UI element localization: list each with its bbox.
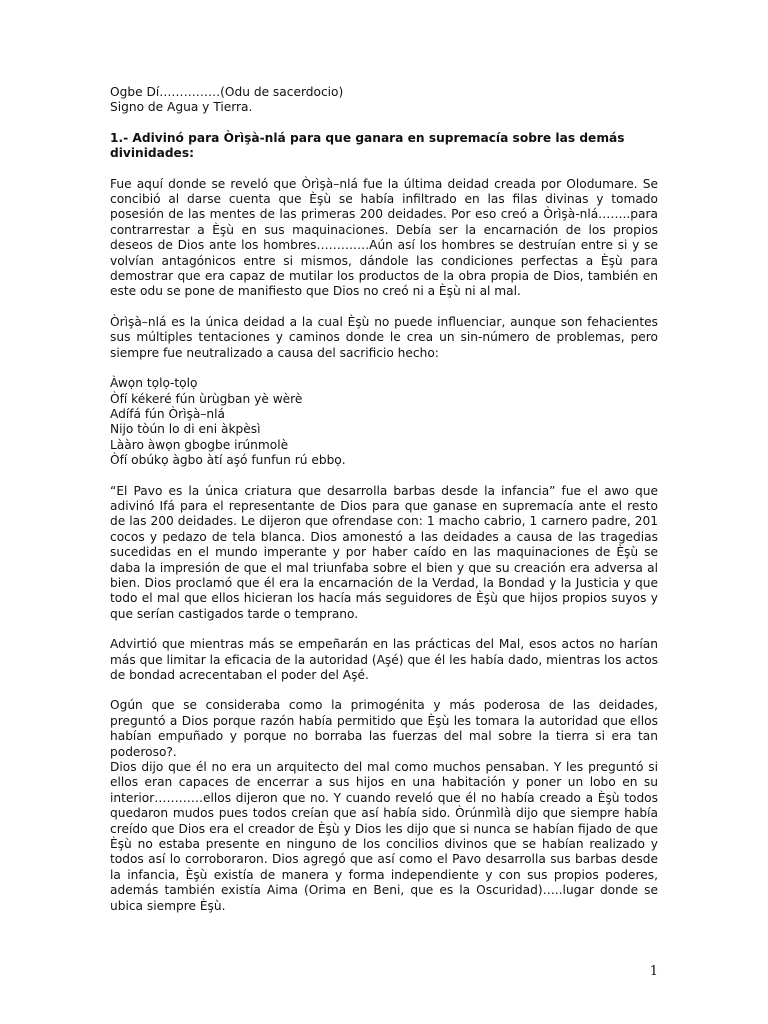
paragraph-3: “El Pavo es la única criatura que desarrolla barbas desde la infancia” fue el awo que adivinó Ifá para el representante de Dios para que ganase en supremacía ante el resto de las 200 deidades. Le dijeron que ofrendase con: 1 macho cabrio, 1 carnero padre, 201 cocos y pedazo de tela blanca. Dios amonestó a las deidades a causa de las tragedias sucedidas en el mundo imperante y por haber caído en las maquinaciones de Èşù se daba la impresión de que el mal triunfaba sobre el bien y que su creación era adversa al bien. Dios proclamó que él era la encarnación de la Verdad, la Bondad y la Justicia y que todo el mal que ellos hicieran los hacía más seguidores de Èşù que hijos propios suyos y que serían castigados tarde o temprano. (110, 483, 658, 621)
paragraph-2: Òrìşà–nlá es la única deidad a la cual Èşù no puede influenciar, aunque son fehacientes sus múltiples tentaciones y caminos donde le crea un sin-número de problemas, pero siempre fue neutralizado a causa del sacrificio hecho: (110, 314, 658, 360)
verse-line: Adífá fún Òrìşà–nlá (110, 406, 225, 421)
verse-line: Òfí obúkọ àgbo àtí aşó funfun rú ebbọ. (110, 453, 346, 468)
paragraph-6: Dios dijo que él no era un arquitecto del mal como muchos pensaban. Y les preguntó si ellos eran capaces de encerrar a sus hijos en una habitación y poner un lobo en su interior…………ellos dijeron que no. Y cuando reveló que él no había creado a Èşù todos quedaron mudos pues todos creían que así había sido. Òrúnmìlà dijo que siempre había creído que Dios era el creador de Èşù y Dios les dijo que si nunca se habían fijado de que Èşù no estaba presente en ninguno de los concilios divinos que se habían realizado y todos así lo corroboraron. Dios agregó que así como el Pavo desarrolla sus barbas desde la infancia, Èşù existía de manera y forma independiente y con sus propios poderes, además también existía Aima (Orima en Beni, que es la Oscuridad)…..lugar donde se ubica siempre Èşù. (110, 760, 658, 913)
section-heading: 1.- Adivinó para Òrìşà-nlá para que ganara en supremacía sobre las demás divinidades: (110, 130, 625, 161)
paragraph-1: Fue aquí donde se reveló que Òrìşà–nlá fue la última deidad creada por Olodumare. Se concibió al darse cuenta que Èşù se había infiltrado en las filas divinas y tomado posesión de las mentes de las primeras 200 deidades. Por eso creó a Òrìşà-nlá……..para contrarrestar a Èşù en sus maquinaciones. Debía ser la encarnación de los propios deseos de Dios ante los hombres………….Aún así los hombres se destruían entre si y se volvían antagónicos entre si mismos, dándole las condiciones perfectas a Èşù para demostrar que era capaz de mutilar los productos de la obra propia de Dios, también en este odu se pone de manifiesto que Dios no creó ni a Èşù ni al mal. (110, 176, 658, 299)
odu-title: Ogbe Dí……………(Odu de sacerdocio) (110, 85, 344, 99)
odu-sign: Signo de Agua y Tierra. (110, 100, 253, 115)
verse-line: Òfí kékeré fún ùrùgban yè wèrè (110, 391, 303, 406)
verse-block (110, 376, 658, 468)
document-page (110, 85, 658, 914)
verse-line: Lààro àwọn gbogbe irúnmolè (110, 437, 289, 452)
page-number: 1 (649, 964, 658, 979)
paragraph-5: Ogún que se consideraba como la primogénita y más poderosa de las deidades, preguntó a Dios porque razón había permitido que Èşù les tomara la autoridad que ellos habían empuñado y porque no borraba las fuerzas del mal sobre la tierra si era tan poderoso?. (110, 698, 658, 759)
verse-line: Àwọn tọlọ-tọlọ (110, 376, 198, 391)
verse-line: Nijo tòún lo di eni àkpèsì (110, 422, 261, 437)
paragraph-4: Advirtió que mientras más se empeñarán en las prácticas del Mal, esos actos no harían más que limitar la eficacia de la autoridad (Aşé) que él les había dado, mientras los actos de bondad acrecentaban el poder del Aşé. (110, 637, 658, 682)
